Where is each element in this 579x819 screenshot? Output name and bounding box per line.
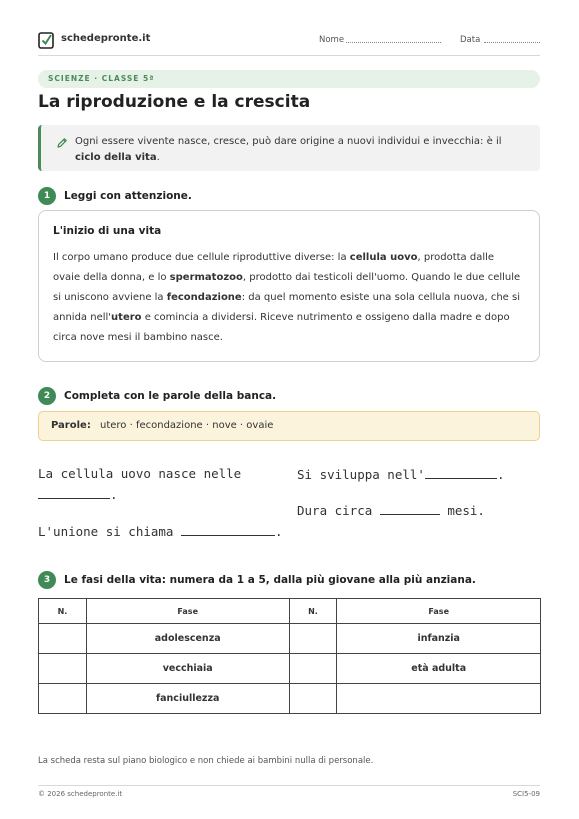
number-cell[interactable]	[289, 684, 337, 714]
name-field[interactable]	[346, 42, 441, 43]
page-header	[38, 30, 540, 56]
phase-cell: infanzia	[337, 624, 541, 654]
checkbox-logo-icon	[38, 30, 55, 49]
fill-sentence-4: Dura circa mesi.	[297, 503, 485, 518]
column-header: N.	[39, 599, 87, 624]
footer-code: SCI5-09	[512, 790, 540, 798]
number-cell[interactable]	[289, 654, 337, 684]
phase-cell: adolescenza	[86, 624, 289, 654]
word-bank	[38, 411, 540, 441]
table-row	[39, 624, 541, 654]
fill-sentence-2: L'unione si chiama .	[38, 524, 283, 539]
reading-text: Il corpo umano produce due cellule riproduttive diverse: la cellula uovo, prodotta dalle ovaie della donna, e lo spermatozoo, prodotto dai testicoli dell'uomo. Quando le due cellule si uniscono avviene la fecondazione: da quel momento esiste una sola cellula nuova, che si annida nell'utero e comincia a dividersi. Riceve nutrimento e ossigeno dalla madre e dopo circa nove mesi il bambino nasce.	[53, 252, 521, 343]
fill-blank-1[interactable]	[38, 486, 110, 499]
step-number: 1	[38, 187, 56, 205]
word-bank-label: Parole:	[51, 420, 91, 431]
fill-sentence-1: La cellula uovo nasce nelle	[38, 466, 242, 481]
table-header-row	[39, 599, 541, 624]
teacher-note: La scheda resta sul piano biologico e non chiede ai bambini nulla di personale.	[38, 756, 374, 766]
reading-box	[38, 210, 540, 362]
footer-divider	[38, 785, 540, 786]
step-instruction: Leggi con attenzione.	[64, 190, 192, 202]
date-field[interactable]	[484, 42, 540, 43]
step-number: 2	[38, 387, 56, 405]
number-cell[interactable]	[39, 684, 87, 714]
intro-callout	[38, 125, 540, 171]
fill-blank-2[interactable]	[181, 523, 275, 536]
phase-cell: vecchiaia	[86, 654, 289, 684]
brand-name: schedepronte.it	[61, 33, 151, 44]
subject-badge	[38, 70, 540, 88]
table-row	[39, 654, 541, 684]
pencil-icon	[56, 137, 68, 149]
fill-blank-3[interactable]	[425, 466, 497, 479]
fill-sentence-3: Si sviluppa nell' .	[297, 467, 505, 482]
fill-sentence-1-cont: .	[38, 486, 118, 502]
fill-blank-4[interactable]	[380, 502, 440, 515]
column-header: Fase	[337, 599, 541, 624]
column-header: Fase	[86, 599, 289, 624]
column-header: N.	[289, 599, 337, 624]
table-row	[39, 684, 541, 714]
step-instruction: Completa con le parole della banca.	[64, 390, 277, 402]
number-cell[interactable]	[39, 624, 87, 654]
footer-copyright: © 2026 schedepronte.it	[38, 790, 123, 798]
page-title: La riproduzione e la crescita	[38, 92, 311, 112]
reading-title: L'inizio di una vita	[53, 225, 162, 237]
subject-text: SCIENZE · CLASSE 5ª	[48, 74, 155, 83]
step-number: 3	[38, 571, 56, 589]
phase-cell	[337, 684, 541, 714]
name-label: Nome	[319, 35, 345, 45]
word-bank-words: utero · fecondazione · nove · ovaie	[100, 420, 274, 431]
phase-cell: età adulta	[337, 654, 541, 684]
phase-cell: fanciullezza	[86, 684, 289, 714]
step-instruction: Le fasi della vita: numera da 1 a 5, dalla più giovane alla più anziana.	[64, 574, 476, 586]
life-phases-table	[38, 598, 541, 714]
intro-text: Ogni essere vivente nasce, cresce, può dare origine a nuovi individui e invecchia: è il ciclo della vita.	[75, 136, 502, 163]
date-label: Data	[460, 35, 481, 45]
number-cell[interactable]	[289, 624, 337, 654]
number-cell[interactable]	[39, 654, 87, 684]
